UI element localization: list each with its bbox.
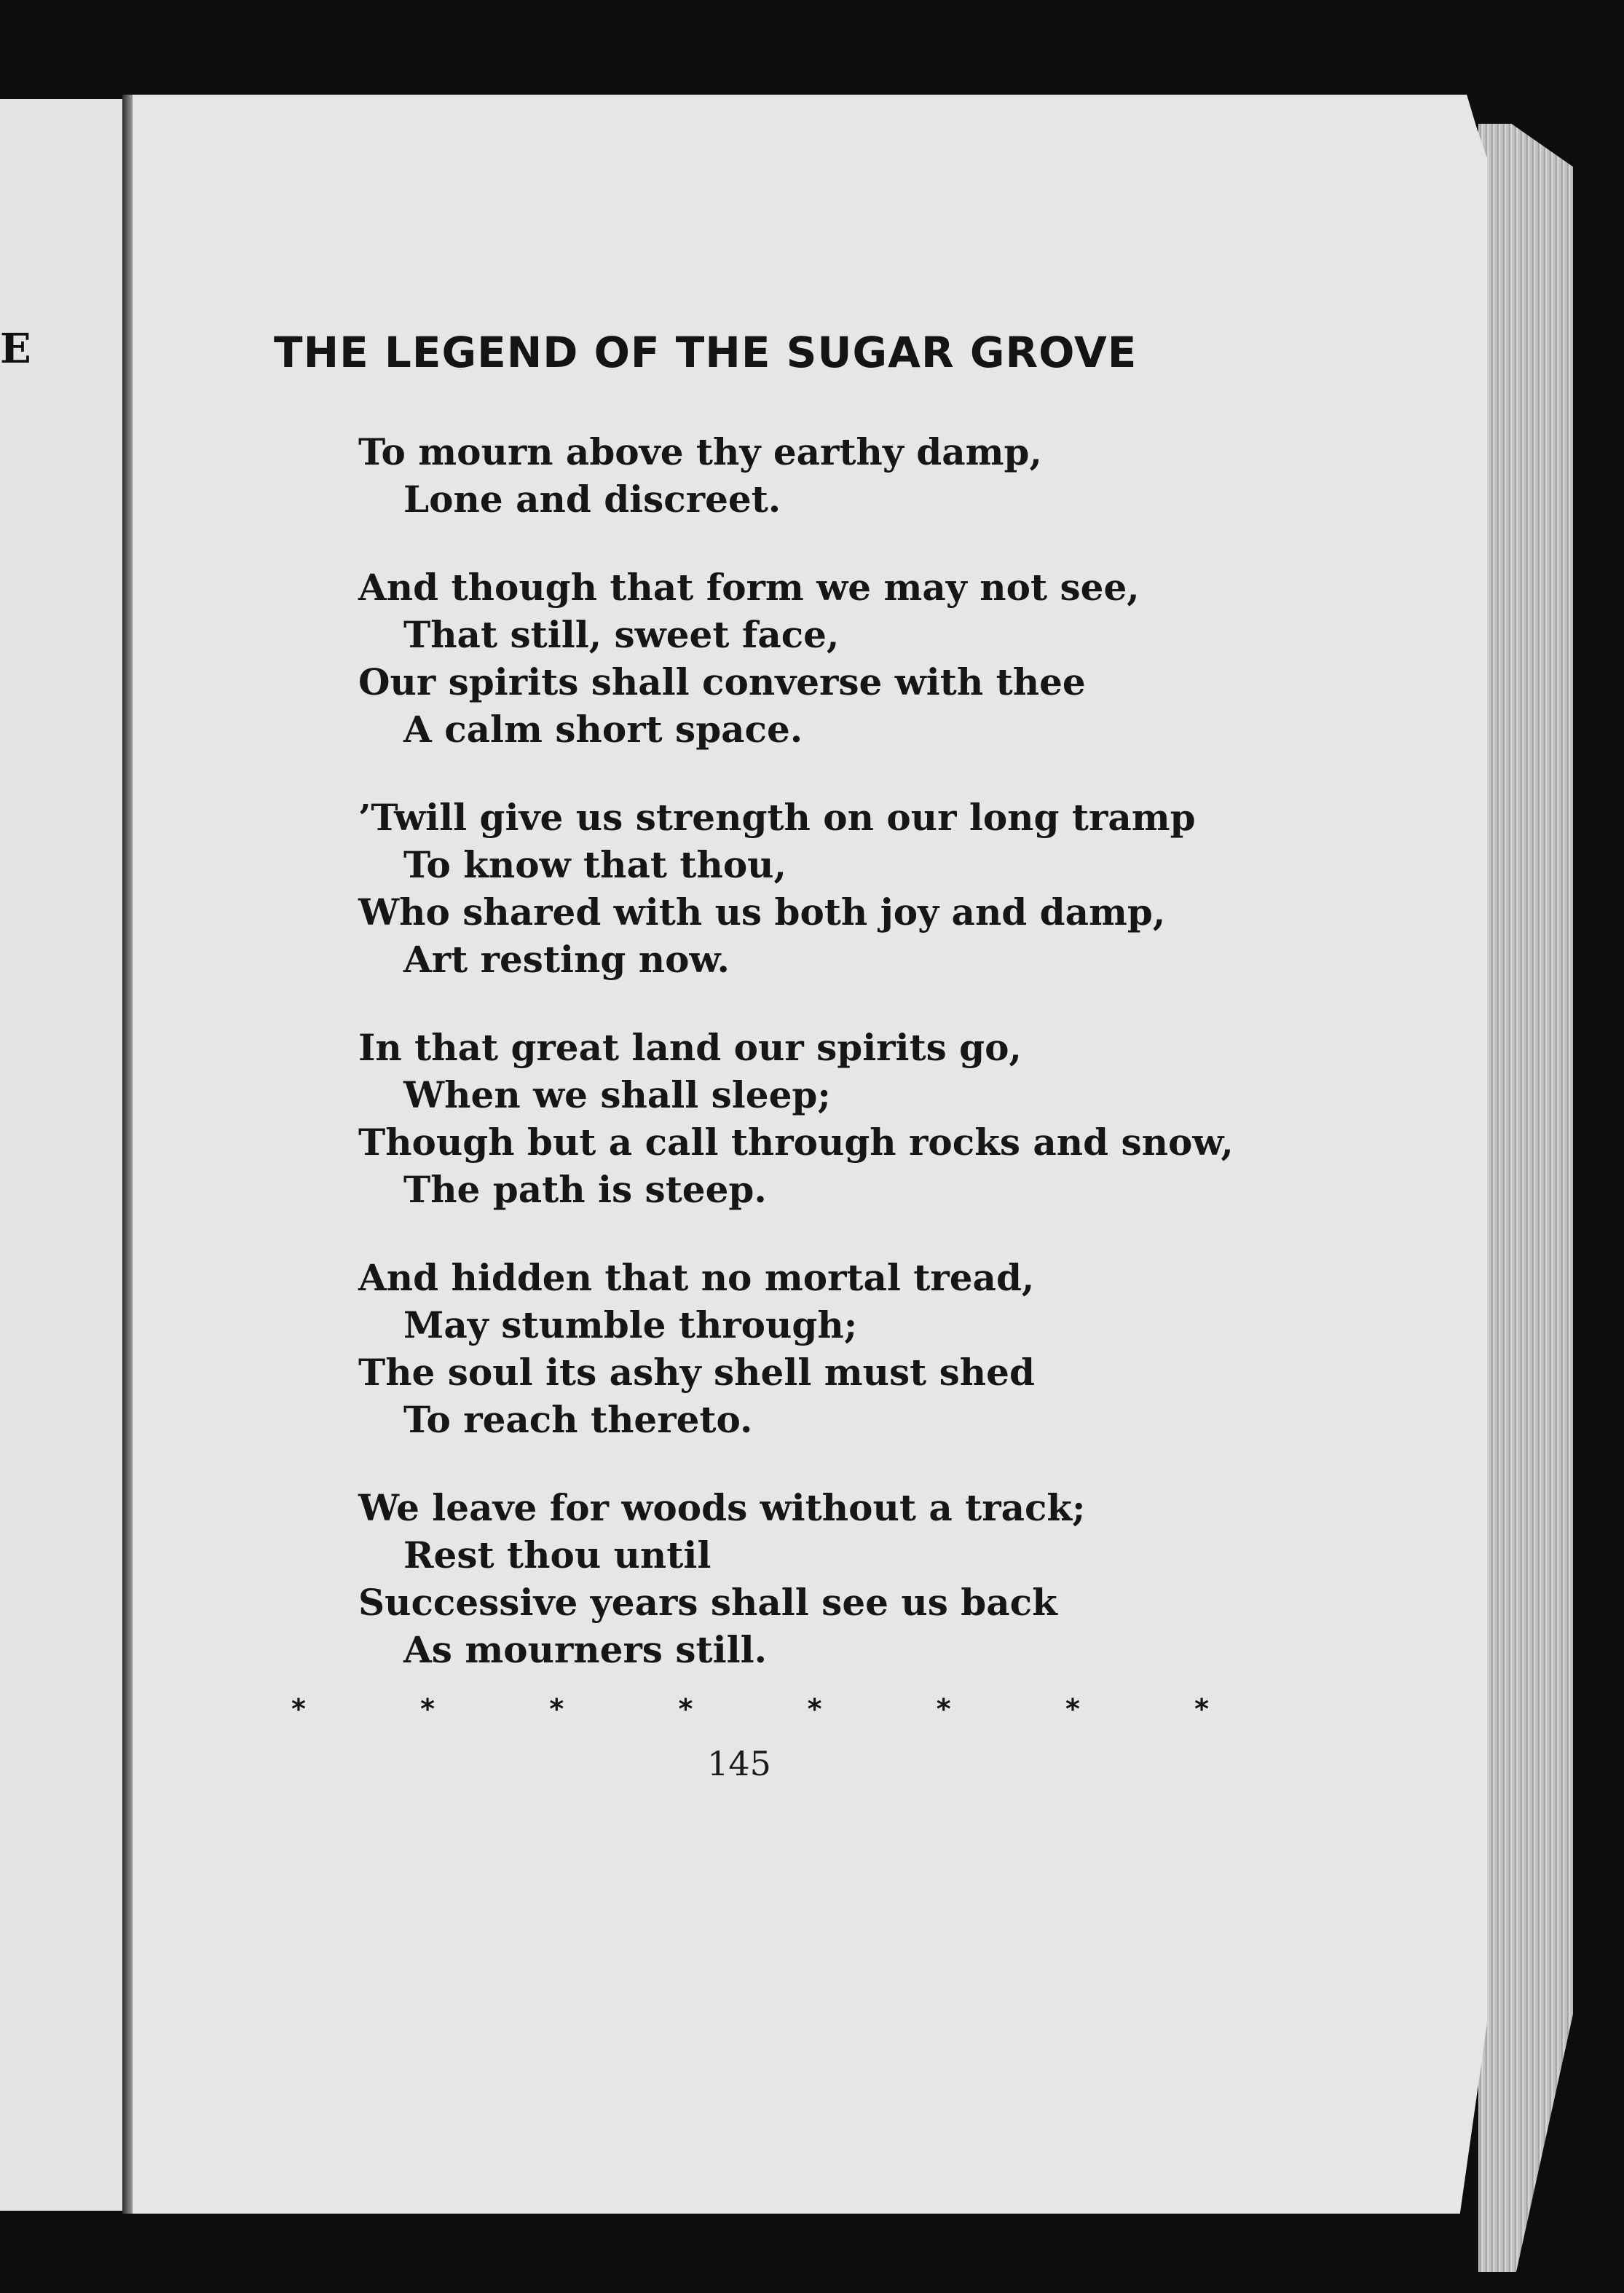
poem-line: Though but a call through rocks and snow, bbox=[358, 1121, 1234, 1164]
book-gutter bbox=[122, 95, 133, 2214]
ornament-asterisk: * bbox=[291, 1693, 306, 1725]
poem-line: To reach thereto. bbox=[403, 1398, 753, 1441]
poem-body bbox=[358, 428, 1349, 1714]
poem-line: Successive years shall see us back bbox=[358, 1581, 1057, 1624]
poem-line: When we shall sleep; bbox=[403, 1073, 831, 1116]
page-edges bbox=[1478, 124, 1573, 2272]
page-number: 145 bbox=[707, 1744, 771, 1783]
left-facing-page bbox=[0, 99, 122, 2211]
poem-line: As mourners still. bbox=[403, 1628, 767, 1671]
poem-stanza bbox=[358, 564, 1349, 753]
poem-line: Art resting now. bbox=[403, 938, 730, 981]
poem-stanza bbox=[358, 1254, 1349, 1443]
poem-line: And hidden that no mortal tread, bbox=[358, 1256, 1035, 1299]
poem-line: Our spirits shall converse with thee bbox=[358, 660, 1086, 703]
poem-stanza bbox=[358, 794, 1349, 983]
ornament-row bbox=[291, 1693, 1209, 1725]
poem-line: To mourn above thy earthy damp, bbox=[358, 430, 1042, 473]
poem-stanza bbox=[358, 1484, 1349, 1673]
ornament-asterisk: * bbox=[549, 1693, 564, 1725]
poem-stanza bbox=[358, 1024, 1349, 1213]
left-page-edge-letter: E bbox=[0, 325, 31, 373]
poem-line: And though that form we may not see, bbox=[358, 566, 1140, 609]
poem-line: Lone and discreet. bbox=[403, 478, 781, 521]
page-title: THE LEGEND OF THE SUGAR GROVE bbox=[274, 328, 1138, 377]
ornament-asterisk: * bbox=[807, 1693, 822, 1725]
poem-line: In that great land our spirits go, bbox=[358, 1026, 1022, 1069]
ornament-asterisk: * bbox=[1194, 1693, 1209, 1725]
ornament-asterisk: * bbox=[420, 1693, 435, 1725]
ornament-asterisk: * bbox=[936, 1693, 951, 1725]
poem-line: May stumble through; bbox=[403, 1303, 858, 1346]
poem-line: The path is steep. bbox=[403, 1168, 767, 1211]
poem-line: The soul its ashy shell must shed bbox=[358, 1351, 1035, 1394]
poem-line: ’Twill give us strength on our long tramp bbox=[358, 796, 1196, 839]
poem-line: We leave for woods without a track; bbox=[358, 1486, 1086, 1529]
ornament-asterisk: * bbox=[1065, 1693, 1080, 1725]
poem-line: To know that thou, bbox=[403, 843, 787, 886]
ornament-asterisk: * bbox=[678, 1693, 693, 1725]
poem-line: A calm short space. bbox=[403, 708, 803, 751]
poem-line: Who shared with us both joy and damp, bbox=[358, 891, 1166, 934]
poem-stanza bbox=[358, 428, 1349, 523]
poem-line: Rest thou until bbox=[403, 1534, 712, 1576]
poem-line: That still, sweet face, bbox=[403, 613, 840, 656]
